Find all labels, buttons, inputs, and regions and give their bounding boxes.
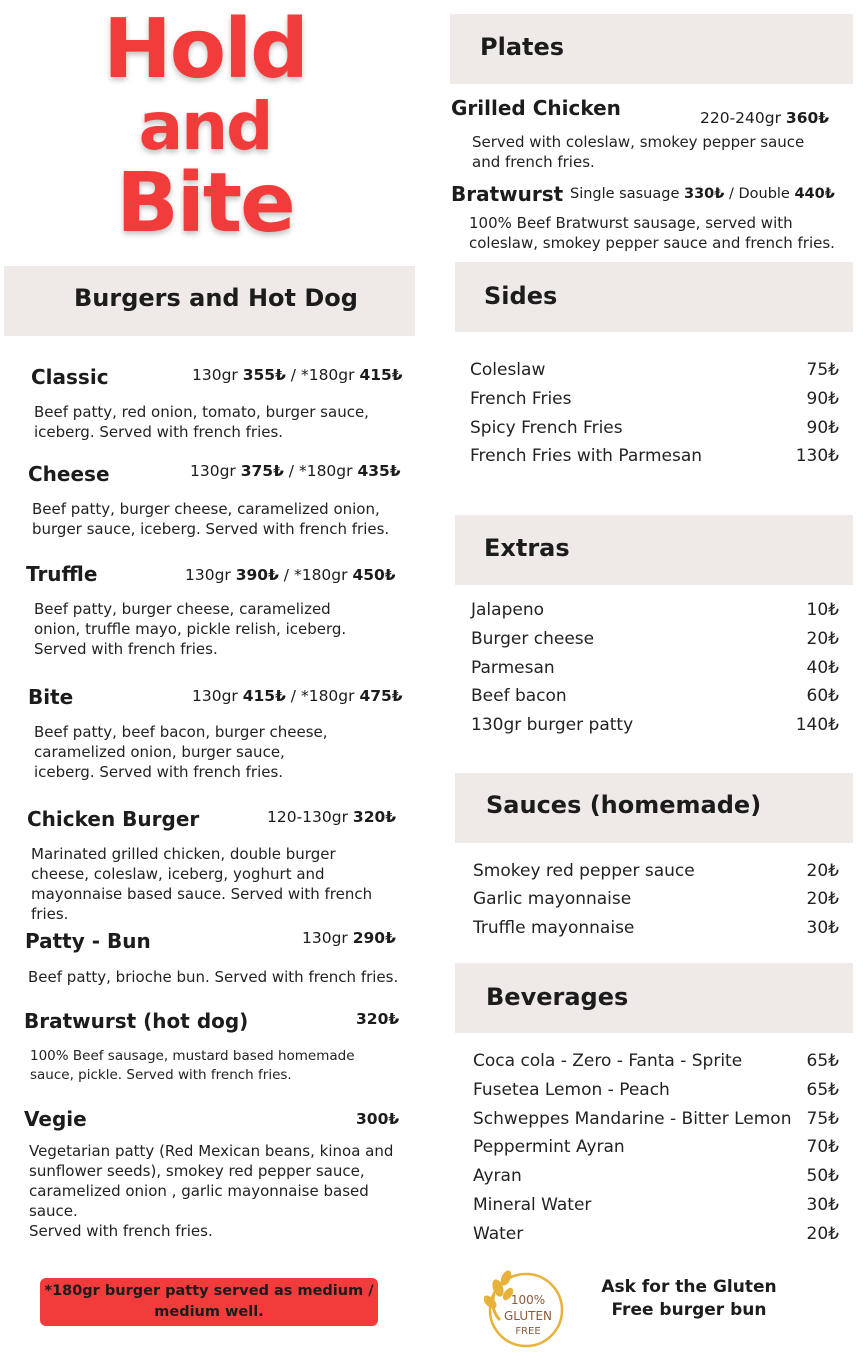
menu-item-name: Classic (31, 365, 109, 389)
list-item (470, 389, 839, 417)
menu-item-price: 130gr 290₺ (302, 929, 396, 947)
gluten-free-badge-icon (484, 1264, 566, 1352)
menu-item-price: 130gr 390₺ / *180gr 450₺ (185, 566, 396, 584)
item-price: 70₺ (806, 1137, 839, 1157)
item-name: Burger cheese (471, 629, 595, 649)
logo-line-3: Bite (116, 156, 294, 251)
list-item (473, 889, 839, 917)
item-name: Parmesan (471, 658, 555, 678)
item-name: Peppermint Ayran (473, 1137, 625, 1157)
menu-item-price: 130gr 355₺ / *180gr 415₺ (192, 366, 403, 384)
gluten-free-text: Ask for the Gluten Free burger bun (601, 1277, 777, 1320)
menu-item-price: 130gr 415₺ / *180gr 475₺ (192, 687, 403, 705)
item-price: 65₺ (806, 1051, 839, 1071)
item-price: 75₺ (806, 1109, 839, 1129)
item-price: 65₺ (806, 1080, 839, 1100)
item-name: French Fries with Parmesan (470, 446, 703, 466)
menu-item-description: Served with coleslaw, smokey pepper sauce and french fries. (472, 133, 805, 171)
menu-item-description: Beef patty, burger cheese, caramelized onion, truffle mayo, pickle relish, iceberg. Served with french fries. (34, 600, 347, 658)
item-price: 30₺ (806, 1195, 839, 1215)
item-price: 20₺ (806, 629, 839, 649)
menu-item-name: Chicken Burger (27, 807, 200, 831)
sides-section-title: Sides (484, 282, 558, 310)
badge-line-3: FREE (515, 1326, 541, 1337)
item-price: 20₺ (806, 1224, 839, 1244)
menu-item-name: Bratwurst (451, 182, 564, 206)
burgers-section-title: Burgers and Hot Dog (74, 284, 358, 312)
list-item (471, 629, 839, 657)
item-name: Beef bacon (471, 686, 567, 706)
list-item (473, 1051, 839, 1079)
item-name: Spicy French Fries (470, 418, 623, 438)
item-price: 140₺ (795, 715, 839, 735)
item-price: 20₺ (806, 861, 839, 881)
item-price: 90₺ (806, 418, 839, 438)
item-name: Coleslaw (470, 360, 546, 380)
logo-line-1: Hold (103, 2, 307, 97)
beverages-section-header (455, 963, 853, 1033)
item-price: 20₺ (806, 889, 839, 909)
list-item (471, 715, 839, 743)
menu-item-description: 100% Beef Bratwurst sausage, served with coleslaw, smokey pepper sauce and french fries. (469, 214, 835, 252)
badge-line-2: GLUTEN (503, 1309, 553, 1323)
menu-item-description: Beef patty, burger cheese, caramelized onion, burger sauce, iceberg. Served with french fries. (32, 500, 390, 538)
sauces-section-header (455, 773, 853, 843)
item-name: Mineral Water (473, 1195, 592, 1215)
item-name: 130gr burger patty (471, 715, 634, 735)
menu-item-name: Bite (28, 685, 74, 709)
item-price: 75₺ (806, 360, 839, 380)
list-item (471, 686, 839, 714)
extras-section-title: Extras (484, 534, 570, 562)
burgers-section-header (4, 266, 415, 336)
item-name: Water (473, 1224, 524, 1244)
menu-item-price: Single sasuage 330₺ / Double 440₺ (570, 186, 835, 202)
list-item (473, 1137, 839, 1165)
menu-item-name: Bratwurst (hot dog) (24, 1009, 249, 1033)
menu-item-price: 220-240gr 360₺ (700, 109, 830, 127)
list-item (470, 446, 839, 474)
extras-section-header (455, 515, 853, 585)
item-name: Fusetea Lemon - Peach (473, 1080, 670, 1100)
menu-item-price: 300₺ (356, 1110, 400, 1128)
list-item (470, 418, 839, 446)
list-item (471, 600, 839, 628)
menu-item-description: Beef patty, red onion, tomato, burger sauce, iceberg. Served with french fries. (34, 403, 369, 441)
item-name: Ayran (473, 1166, 522, 1186)
restaurant-logo (60, 2, 350, 251)
list-item (473, 1224, 839, 1252)
menu-item-name: Vegie (24, 1107, 87, 1131)
sides-section-header (455, 262, 853, 332)
logo-line-2: and (138, 88, 272, 165)
menu-item-price: 120-130gr 320₺ (267, 808, 397, 826)
item-price: 50₺ (806, 1166, 839, 1186)
plates-section-header (450, 14, 853, 84)
list-item (470, 360, 839, 388)
item-price: 30₺ (806, 918, 839, 938)
list-item (473, 918, 839, 946)
badge-line-1: 100% (510, 1293, 546, 1307)
menu-item-description-extra: Served with french fries. (29, 1222, 213, 1240)
list-item (473, 861, 839, 889)
item-price: 40₺ (806, 658, 839, 678)
list-item (473, 1195, 839, 1223)
item-name: Truffle mayonnaise (473, 918, 635, 938)
item-name: Coca cola - Zero - Fanta - Sprite (473, 1051, 743, 1071)
menu-item-description: Beef patty, beef bacon, burger cheese, caramelized onion, burger sauce, iceberg. Served with french fries. (34, 723, 328, 781)
menu-item-description: 100% Beef sausage, mustard based homemade sauce, pickle. Served with french fries. (30, 1048, 355, 1083)
list-item (473, 1166, 839, 1194)
item-name: Garlic mayonnaise (473, 889, 632, 909)
beverages-section-title: Beverages (486, 983, 629, 1011)
item-name: Smokey red pepper sauce (473, 861, 695, 881)
patty-note-badge: *180gr burger patty served as medium / medium well. (40, 1278, 378, 1326)
menu-item-price: 130gr 375₺ / *180gr 435₺ (190, 462, 401, 480)
item-name: French Fries (470, 389, 572, 409)
menu-item-name: Patty - Bun (25, 929, 151, 953)
list-item (473, 1080, 839, 1108)
sauces-section-title: Sauces (homemade) (486, 791, 762, 819)
plates-section-title: Plates (480, 33, 565, 61)
menu-item-name: Grilled Chicken (451, 96, 621, 120)
item-name: Jalapeno (471, 600, 544, 620)
item-price: 90₺ (806, 389, 839, 409)
list-item (471, 658, 839, 686)
item-name: Schweppes Mandarine - Bitter Lemon (473, 1109, 792, 1129)
menu-item-description: Marinated grilled chicken, double burger cheese, coleslaw, iceberg, yoghurt and mayonnaise based sauce. Served with french fries. (31, 845, 373, 923)
item-price: 60₺ (806, 686, 839, 706)
menu-item-price: 320₺ (356, 1010, 400, 1028)
item-price: 10₺ (806, 600, 839, 620)
menu-item-name: Cheese (28, 462, 110, 486)
menu-item-description: Vegetarian patty (Red Mexican beans, kinoa and sunflower seeds), smokey red pepper sauce, caramelized onion , garlic mayonnaise based sauce. (29, 1142, 394, 1220)
item-price: 130₺ (795, 446, 839, 466)
list-item (473, 1109, 839, 1137)
menu-item-description: Beef patty, brioche bun. Served with french fries. (28, 968, 399, 986)
menu-item-name: Truffle (26, 562, 98, 586)
